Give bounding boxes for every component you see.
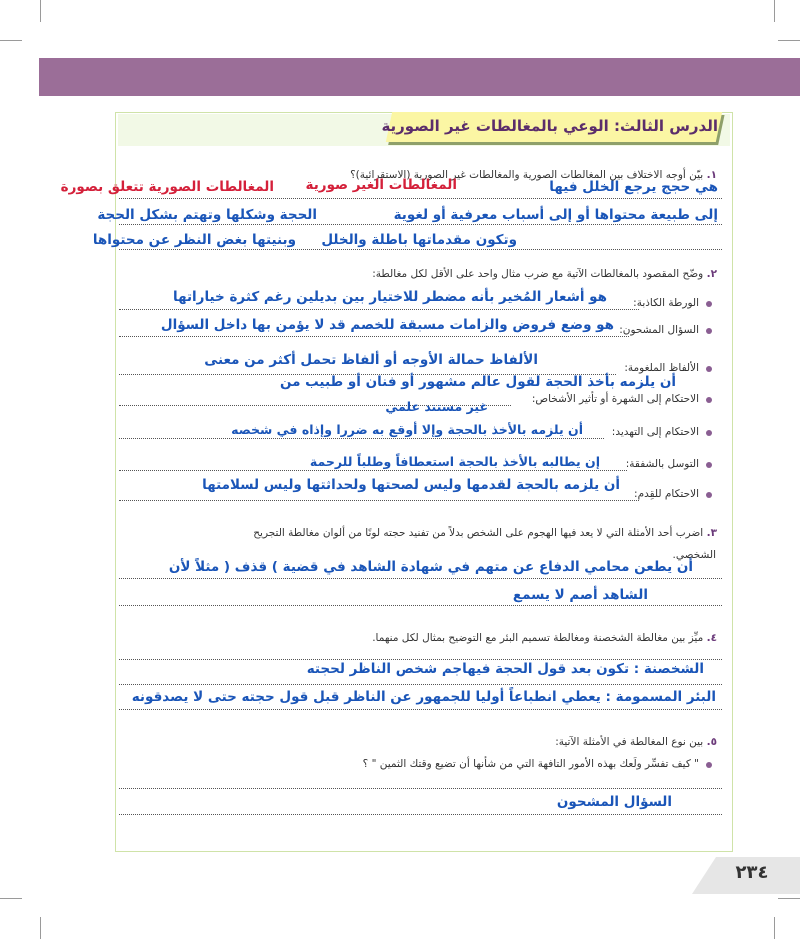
q5-example: " كيف تفسِّر ولَعك بهذه الأمور التافهة التي من شأنها أن تضيع وقتك الثمين " ؟ (362, 758, 699, 770)
q2-item-answer: إن يطالبه بالأخذ بالحجة استعطافاً وطلباً للرحمة (309, 454, 600, 469)
bullet (706, 430, 712, 436)
q5-number: ٥. (706, 736, 717, 748)
q2-item-answer-cont: غير مستند علمي (385, 399, 488, 414)
q2-item-label: الاحتكام إلى التهديد: (611, 426, 699, 438)
q2-item-label: التوسل بالشفقة: (625, 458, 699, 470)
q1-answer-3b: وتكون مقدماتها باطلة والخلل (321, 232, 517, 248)
q2-item-answer: أن يلزمه بالحجة لقدمها وليس لصحتها ولحداثتها وليس لسلامتها (202, 477, 620, 493)
q1-answer-red-1: المغالطات الصورية تتعلق بصورة (60, 179, 274, 195)
crop-mark (40, 0, 41, 22)
q1-answer-2a: الحجة وشكلها وتهتم بشكل الحجة (97, 207, 317, 223)
crop-mark (0, 40, 22, 41)
crop-mark (774, 0, 775, 22)
q3-text-2: الشخصي. (672, 549, 716, 561)
bullet (706, 462, 712, 468)
answer-line (119, 336, 629, 337)
q2-number: ٢. (706, 268, 717, 280)
bullet (706, 492, 712, 498)
crop-mark (774, 917, 775, 939)
bullet (706, 762, 712, 768)
answer-line (119, 709, 722, 710)
answer-line (119, 249, 722, 250)
q3-question (253, 527, 717, 539)
q5-answer: السؤال المشحون (556, 794, 672, 810)
q2-item-label: الألفاظ الملغومة: (624, 362, 699, 374)
q2-item-label: الورطة الكاذبة: (633, 297, 699, 309)
answer-line (119, 198, 722, 199)
q4-number: ٤. (706, 632, 717, 644)
q3-answer-2: الشاهد أصم لا يسمع (512, 587, 648, 603)
bullet (706, 328, 712, 334)
q2-item-label: الاحتكام للقِدم: (634, 488, 699, 500)
q2-item-answer: أن يلزمه بأخذ الحجة لقول عالم مشهور أو فنان أو طبيب من (279, 374, 676, 390)
q3-number: ٣. (706, 527, 717, 539)
q1-answer-3a: وبنيتها بغض النظر عن محتواها (92, 232, 296, 248)
page-number: ٢٣٤ (735, 862, 769, 883)
answer-line (119, 684, 722, 685)
q1-answer-blue-1: هي حجج يرجع الخلل فيها (549, 179, 718, 195)
q1-answer-red-2: المغالطات الغير صورية (305, 177, 457, 193)
q2-text: وضّح المقصود بالمغالطات الآتية مع ضرب مثال واحد على الأقل لكل مغالطة: (372, 268, 704, 280)
lesson-title: الدرس الثالث: الوعي بالمغالطات غير الصورية (381, 117, 718, 135)
answer-line (119, 605, 722, 606)
q2-item-answer: الألفاظ حمالة الأوجه أو ألفاظ تحمل أكثر من معنى (204, 352, 538, 368)
q4-question (372, 632, 717, 644)
q2-item-answer: أن يلزمه بالأخذ بالحجة وإلا أوقع به ضررا وإذاه في شخصه (231, 422, 583, 437)
answer-line (119, 578, 722, 579)
q2-item-answer: هو أشعار المُخير بأنه مضطر للاختيار بين بديلين رغم كثرة خياراتها (173, 289, 607, 305)
q1-text: بيّن أوجه الاختلاف بين المغالطات الصورية والمغالطات غير الصورية (الاستقرائية)؟ (350, 169, 704, 181)
crop-mark (778, 40, 800, 41)
answer-line (119, 659, 722, 660)
answer-line (119, 500, 639, 501)
bullet (706, 301, 712, 307)
q2-question (372, 268, 717, 280)
answer-line (119, 814, 722, 815)
answer-line (119, 224, 722, 225)
q2-item-label: الاحتكام إلى الشهرة أو تأثير الأشخاص: (531, 393, 699, 405)
q2-item-label: السؤال المشحون: (619, 324, 699, 336)
answer-line (119, 438, 604, 439)
q1-number: ١. (706, 169, 717, 181)
header-band (39, 58, 800, 96)
q4-answer-1: الشخصنة : تكون بعد قول الحجة فيهاجم شخص الناظر لحجته (306, 661, 704, 677)
q3-answer-1: أن يطعن محامي الدفاع عن متهم في شهادة الشاهد في قضية ) قذف ( مثلاً لأن (168, 559, 693, 575)
crop-mark (40, 917, 41, 939)
q3-text-1: اضرب أحد الأمثلة التي لا يعد فيها الهجوم على الشخص بدلاً من تفنيد حجته لونًا من ألوان مغالطة التجريح (253, 527, 704, 539)
answer-line (119, 470, 627, 471)
crop-mark (778, 898, 800, 899)
q4-answer-2: البئر المسمومة : يعطي انطباعاً أوليا للجمهور عن الناظر قبل قول حجته حتى لا يصدقونه (131, 689, 716, 705)
crop-mark (0, 898, 22, 899)
q5-text: بين نوع المغالطة في الأمثلة الآتية: (555, 736, 704, 748)
answer-line (119, 788, 722, 789)
bullet (706, 397, 712, 403)
q5-question (555, 736, 717, 748)
answer-line (119, 309, 639, 310)
bullet (706, 366, 712, 372)
q4-text: ميِّز بين مغالطة الشخصنة ومغالطة تسميم البئر مع التوضيح بمثال لكل منهما. (372, 632, 704, 644)
q1-answer-2b: إلى طبيعة محتواها أو إلى أسباب معرفية أو لغوية (393, 207, 718, 223)
q2-item-answer: هو وضع فروض والزامات مسبقة للخصم قد لا يؤمن بها داخل السؤال (160, 317, 614, 333)
